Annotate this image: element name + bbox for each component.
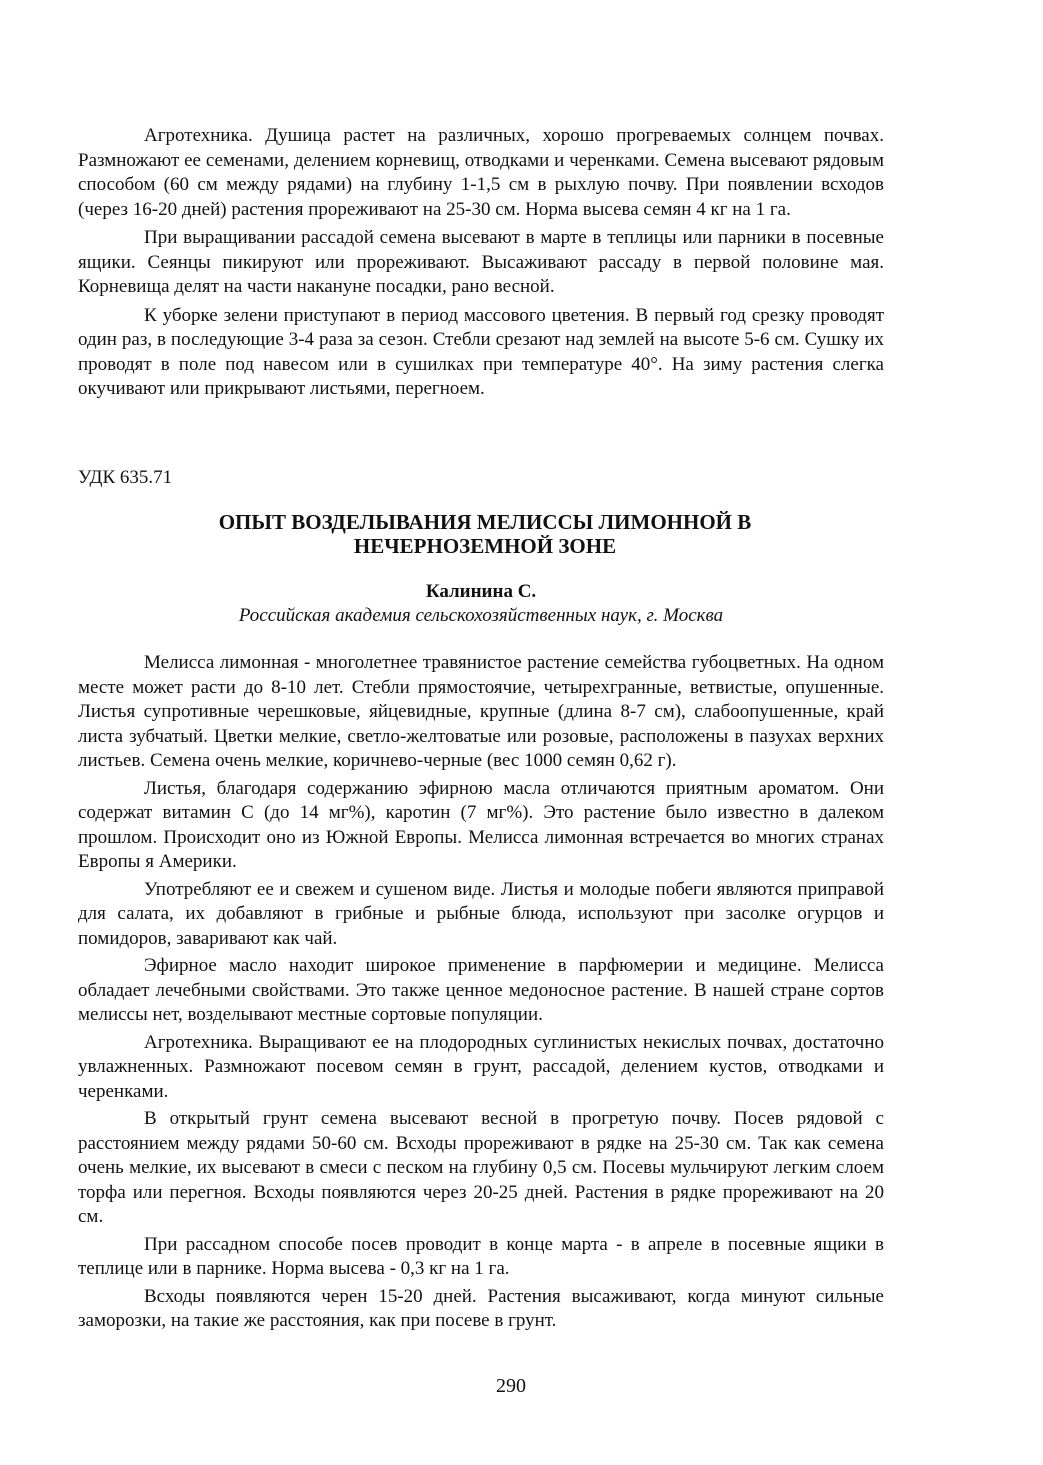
previous-article-continuation bbox=[78, 124, 884, 402]
author-name: Калинина С. bbox=[425, 581, 537, 602]
article-body bbox=[78, 651, 884, 1334]
paragraph: Всходы появляются черен 15-20 дней. Растения высаживают, когда минуют сильные заморозки, на такие же расстояния, как при посеве в грунт. bbox=[78, 1285, 884, 1331]
author-affiliation: Российская академия сельскохозяйственных наук, г. Москва bbox=[238, 605, 724, 626]
article-title bbox=[160, 510, 810, 558]
paragraph: При выращивании рассадой семена высевают в марте в теплицы или парники в посевные ящики. Сеянцы пикируют или прореживают. Высаживают рассаду в первой половине мая. Корневища делят на части накануне посадки, рано весной. bbox=[78, 227, 884, 297]
paragraph: Листья, благодаря содержанию эфирною масла отличаются приятным ароматом. Они содержат витамин С (до 14 мг%), каротин (7 мг%). Это растение было известно в далеком прошлом. Происходит оно из Южной Европы. Мелисса лимонная встречается во многих странах Европы я Америки. bbox=[78, 777, 884, 872]
udk-code: УДК 635.71 bbox=[78, 467, 173, 488]
paragraph: Агротехника. Выращивают ее на плодородных суглинистых некислых почвах, достаточно увлажненных. Размножают посевом семян в грунт, рассадой, делением кустов, отводками и черенками. bbox=[78, 1031, 884, 1102]
paragraph: Агротехника. Душица растет на различных, хорошо прогреваемых солнцем почвах. Размножают ее семенами, делением корневищ, отводками и черенками. Семена высевают рядовым способом (60 см между рядами) на глубину 1-1,5 см в рыхлую почву. При появлении всходов (через 16-20 дней) растения прореживают на 25-30 см. Норма высева семян 4 кг на 1 га. bbox=[78, 125, 884, 220]
article-title-line: ОПЫТ ВОЗДЕЛЫВАНИЯ МЕЛИССЫ ЛИМОННОЙ В bbox=[218, 510, 752, 534]
paragraph: К уборке зелени приступают в период массового цветения. В первый год срезку проводят один раз, в последующие 3-4 раза за сезон. Стебли срезают над землей на высоте 5-6 см. Сушку их проводят в поле под навесом или в сушилках при температуре 40°. На зиму растения слегка окучивают или прикрывают листьями, перегноем. bbox=[78, 304, 884, 399]
paragraph: Употребляют ее и свежем и сушеном виде. Листья и молодые побеги являются приправой для салата, их добавляют в грибные и рыбные блюда, используют при засолке огурцов и помидоров, заваривают как чай. bbox=[78, 878, 884, 949]
paragraph: При рассадном способе посев проводит в конце марта - в апреле в посевные ящики в теплице или в парнике. Норма высева - 0,3 кг на 1 га. bbox=[78, 1233, 884, 1279]
paragraph: Эфирное масло находит широкое применение в парфюмерии и медицине. Мелисса обладает лечебными свойствами. Это также ценное медоносное растение. В нашей стране сортов мелиссы нет, возделывают местные сортовые популяции. bbox=[78, 955, 884, 1025]
article-title-line: НЕЧЕРНОЗЕМНОЙ ЗОНЕ bbox=[353, 534, 617, 558]
page-number: 290 bbox=[496, 1375, 526, 1397]
paragraph: В открытый грунт семена высевают весной в прогретую почву. Посев рядовой с расстоянием между рядами 50-60 см. Всходы прореживают в рядке на 25-30 см. Так как семена очень мелкие, их высевают в смеси с песком на глубину 0,5 см. Посевы мульчируют легким слоем торфа или перегноя. Всходы появляются через 20-25 дней. Растения в рядке прореживают на 20 см. bbox=[78, 1108, 884, 1227]
paragraph: Мелисса лимонная - многолетнее травянистое растение семейства губоцветных. На одном месте может расти до 8-10 лет. Стебли прямостоячие, четырехгранные, ветвистые, опушенные. Листья супротивные черешковые, яйцевидные, крупные (длина 8-7 см), слабоопушенные, край листа зубчатый. Цветки мелкие, светло-желтоватые или розовые, расположены в пазухах верхних листьев. Семена очень мелкие, коричнево-черные (вес 1000 семян 0,62 г). bbox=[78, 652, 884, 771]
